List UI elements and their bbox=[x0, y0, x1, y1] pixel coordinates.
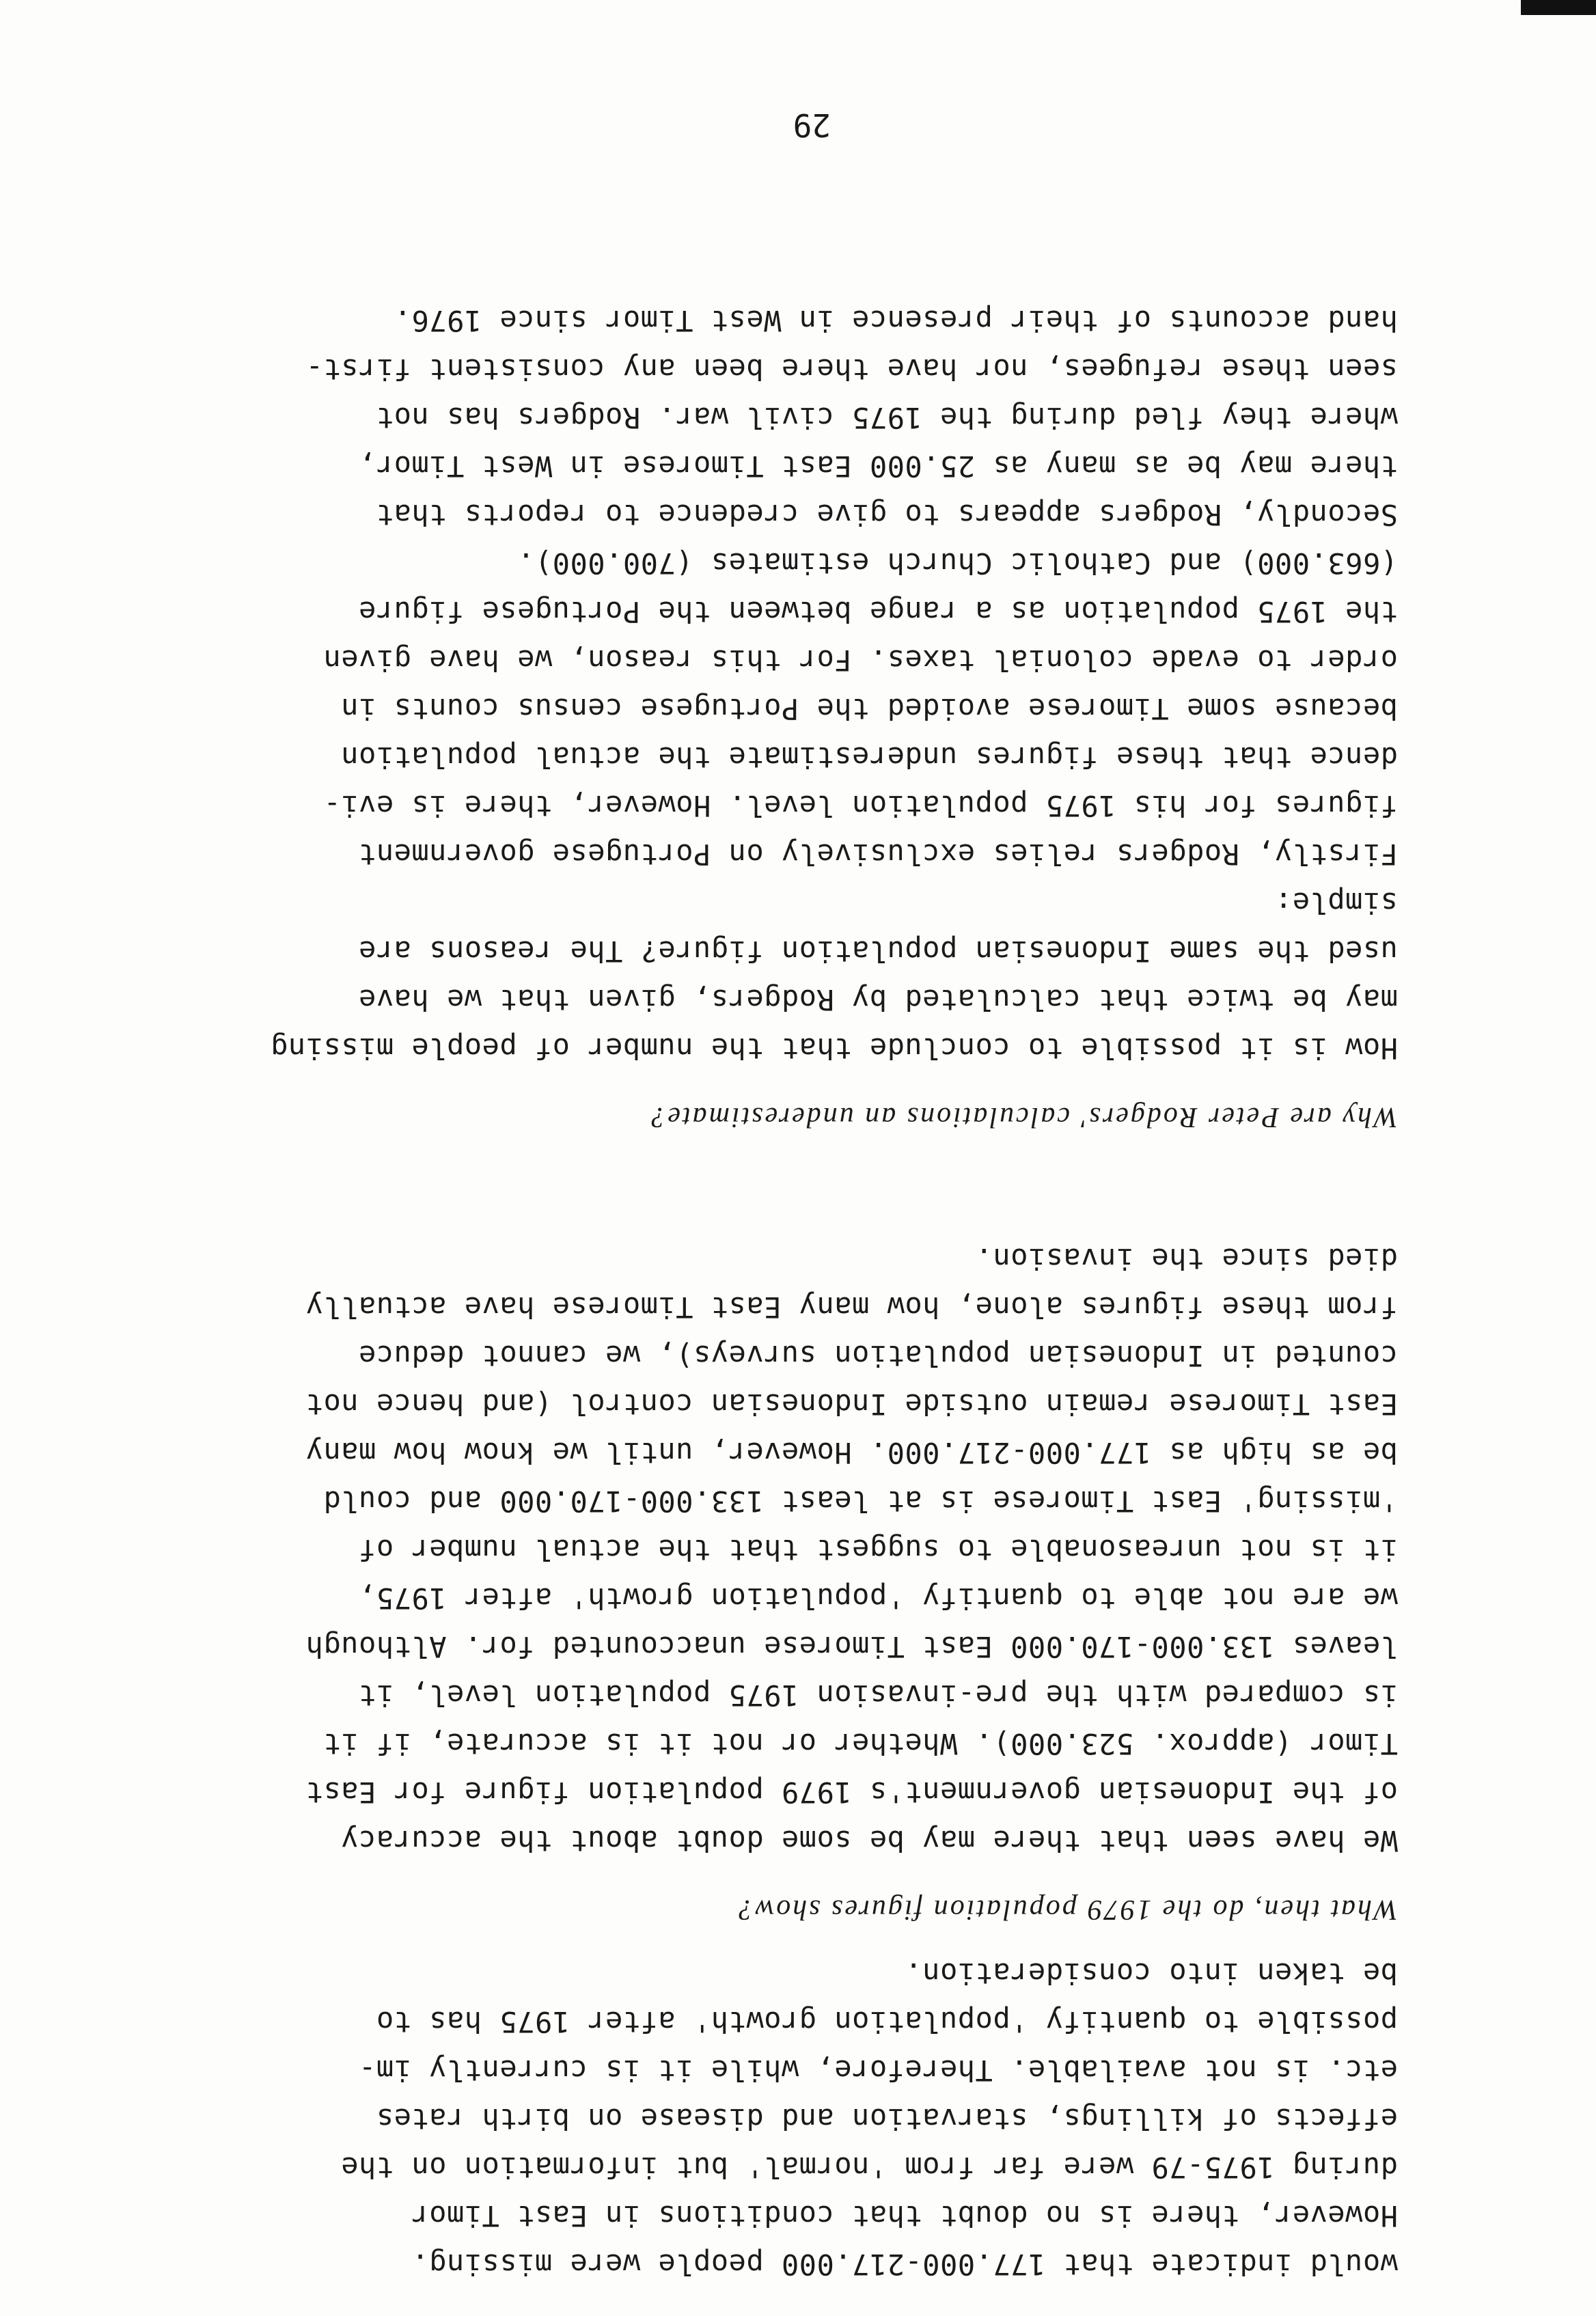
text-line: How is it possible to conclude that the number of people missing bbox=[270, 1032, 1398, 1065]
text-line: (663.000) and Catholic Church estimates (700.000). bbox=[517, 547, 1398, 580]
text-line: possible to quantify 'population growth' after 1975 has to bbox=[376, 2005, 1398, 2039]
text-line: Firstly, Rodgers relies exclusively on Portugese government bbox=[358, 838, 1398, 871]
text-line: of the Indonesian government's 1979 population figure for East bbox=[305, 1776, 1398, 1809]
text-line: be as high as 177.000-217.000. However, until we know how many bbox=[305, 1436, 1398, 1470]
text-line: figures for his 1975 population level. However, there is evi- bbox=[323, 789, 1398, 823]
text-line: Timor (approx. 523.000). Whether or not it is accurate, if it bbox=[323, 1727, 1398, 1761]
heading-1979-figures: What then, do the 1979 population figures show? bbox=[737, 1894, 1398, 1925]
text-line: is compared with the pre-invasion 1975 population level, it bbox=[358, 1679, 1398, 1712]
text-line: leaves 133.000-170.000 East Timorese unaccounted for. Although bbox=[305, 1630, 1398, 1664]
heading-rodgers-calculations: Why are Peter Rodgers' calculations an underestimate? bbox=[649, 1101, 1398, 1133]
page-number: 29 bbox=[793, 107, 831, 143]
text-line: died since the invasion. bbox=[975, 1242, 1398, 1276]
text-line: counted in Indonesian population surveys), we cannot deduce bbox=[358, 1339, 1398, 1373]
text-line: used the same Indonesian population figure? The reasons are bbox=[358, 935, 1398, 968]
text-line: it is not unreasonable to suggest that the actual number of bbox=[358, 1533, 1398, 1567]
text-line: there may be as many as 25.000 East Timorese in West Timor, bbox=[358, 450, 1398, 483]
text-line: seen these refugees, nor have there been any consistent first- bbox=[305, 353, 1398, 386]
text-line: be taken into consideration. bbox=[904, 1957, 1398, 1990]
text-line: would indicate that 177.000-217.000 people were missing. bbox=[411, 2248, 1398, 2281]
text-line: we are not able to quantify 'population growth' after 1975, bbox=[358, 1582, 1398, 1615]
text-line: East Timorese remain outside Indonesian control (and hence not bbox=[305, 1388, 1398, 1421]
text-line: may be twice that calculated by Rodgers, given that we have bbox=[358, 983, 1398, 1017]
paragraph-intro bbox=[100, 1949, 1398, 2289]
paragraph-1979-figures bbox=[100, 1235, 1398, 1865]
paragraph-rodgers-calculations bbox=[100, 297, 1398, 1073]
text-line: the 1975 population as a range between the Portugese figure bbox=[358, 595, 1398, 629]
text-line: effects of killings, starvation and disease on birth rates bbox=[376, 2102, 1398, 2136]
text-line: Secondly, Rodgers appears to give credence to reports that bbox=[376, 498, 1398, 532]
text-line: simple: bbox=[1274, 886, 1398, 920]
text-line: order to evade colonial taxes. For this reason, we have given bbox=[323, 644, 1398, 677]
text-line: dence that these figures underestimate the actual population bbox=[340, 741, 1398, 774]
text-line: because some Timorese avoided the Portugese census counts in bbox=[340, 692, 1398, 726]
text-line: during 1975-79 were far from 'normal' but information on the bbox=[340, 2151, 1398, 2184]
text-line: hand accounts of their presence in West Timor since 1976. bbox=[394, 304, 1398, 337]
scan-edge-mark bbox=[1521, 0, 1596, 15]
text-line: 'missing' East Timorese is at least 133.000-170.000 and could bbox=[323, 1485, 1398, 1518]
text-line: We have seen that there may be some doubt about the accuracy bbox=[340, 1824, 1398, 1858]
text-line: from these figures alone, how many East Timorese have actually bbox=[305, 1291, 1398, 1324]
text-line: etc. is not available. Therefore, while it is currently im- bbox=[358, 2054, 1398, 2087]
text-line: where they fled during the 1975 civil war. Rodgers has not bbox=[376, 401, 1398, 435]
text-line: However, there is no doubt that conditions in East Timor bbox=[411, 2199, 1398, 2233]
